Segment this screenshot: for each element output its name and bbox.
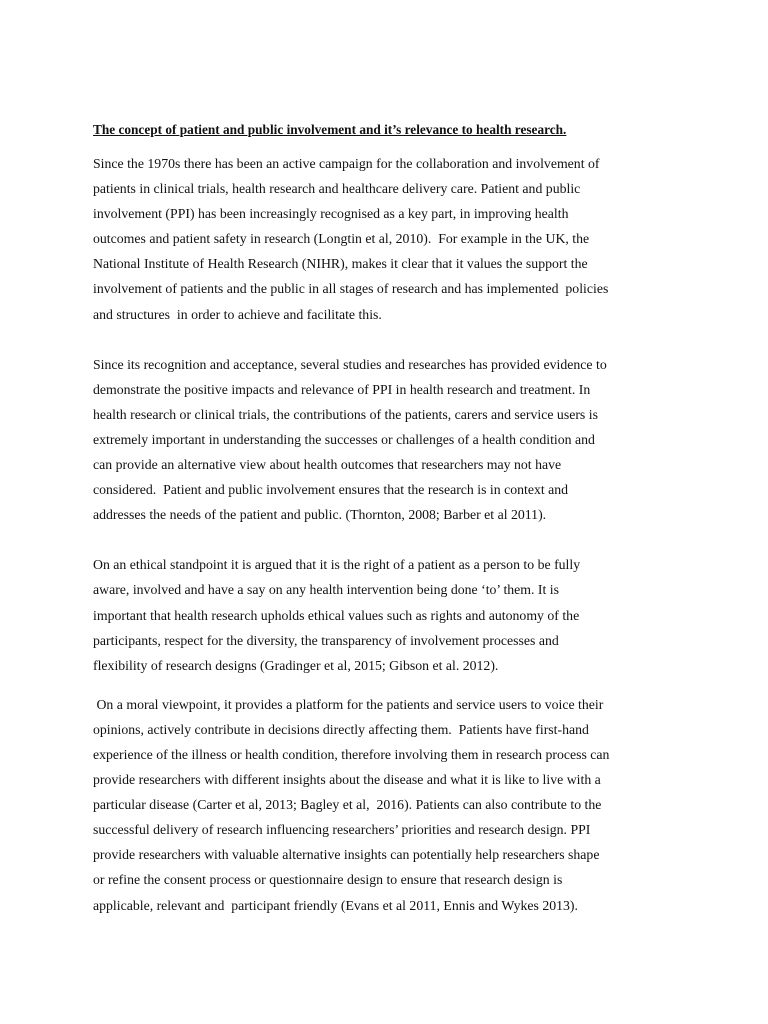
text-line: experience of the illness or health condition, therefore involving them in research process can xyxy=(93,746,610,762)
text-line: opinions, actively contribute in decisions directly affecting them. Patients have first-hand xyxy=(93,721,589,737)
text-line: and structures in order to achieve and facilitate this. xyxy=(93,306,382,322)
text-line: or refine the consent process or questionnaire design to ensure that research design is xyxy=(93,872,563,888)
text-line: applicable, relevant and participant friendly (Evans et al 2011, Ennis and Wykes 2013). xyxy=(93,897,578,913)
text-line: patients in clinical trials, health research and healthcare delivery care. Patient and public xyxy=(93,181,581,197)
text-line: provide researchers with valuable alternative insights can potentially help researchers shape xyxy=(93,847,600,863)
text-line: National Institute of Health Research (NIHR), makes it clear that it values the support the xyxy=(93,256,588,272)
text-line: involvement (PPI) has been increasingly recognised as a key part, in improving health xyxy=(93,206,569,222)
text-line: Since the 1970s there has been an active campaign for the collaboration and involvement of xyxy=(93,156,600,171)
text-line: successful delivery of research influencing researchers’ priorities and research design. PPI xyxy=(93,822,591,838)
text-line: involvement of patients and the public in all stages of research and has implemented policies xyxy=(93,281,609,297)
text-line: outcomes and patient safety in research (Longtin et al, 2010). For example in the UK, the xyxy=(93,231,590,247)
text-line: can provide an alternative view about health outcomes that researchers may not have xyxy=(93,457,562,473)
text-line: On an ethical standpoint it is argued that it is the right of a patient as a person to be fully xyxy=(93,557,581,573)
paragraph-2 xyxy=(93,352,683,528)
text-line: Since its recognition and acceptance, several studies and researches has provided evidence to xyxy=(93,356,607,372)
text-line: aware, involved and have a say on any health intervention being done ‘to’ them. It is xyxy=(93,582,560,598)
text-line: considered. Patient and public involvement ensures that the research is in context and xyxy=(93,482,569,498)
paragraph-3 xyxy=(93,552,683,677)
text-line: addresses the needs of the patient and public. (Thornton, 2008; Barber et al 2011). xyxy=(93,507,547,523)
text-line: particular disease (Carter et al, 2013; Bagley et al, 2016). Patients can also contribute to the xyxy=(93,797,602,813)
text-line: extremely important in understanding the successes or challenges of a health condition and xyxy=(93,431,595,447)
document-title: The concept of patient and public involvement and it’s relevance to health research. xyxy=(93,122,567,137)
text-line: participants, respect for the diversity, the transparency of involvement processes and xyxy=(93,632,559,648)
text-line: demonstrate the positive impacts and relevance of PPI in health research and treatment. In xyxy=(93,381,591,397)
text-line: flexibility of research designs (Gradinger et al, 2015; Gibson et al. 2012). xyxy=(93,657,499,673)
document-body xyxy=(93,121,683,918)
text-line: provide researchers with different insights about the disease and what it is like to live with a xyxy=(93,772,601,788)
text-line: health research or clinical trials, the contributions of the patients, carers and service users is xyxy=(93,406,598,422)
paragraph-4 xyxy=(93,692,683,918)
text-line: On a moral viewpoint, it provides a platform for the patients and service users to voice their xyxy=(93,696,604,712)
text-line: important that health research upholds ethical values such as rights and autonomy of the xyxy=(93,607,580,623)
paragraph-1 xyxy=(93,151,683,327)
